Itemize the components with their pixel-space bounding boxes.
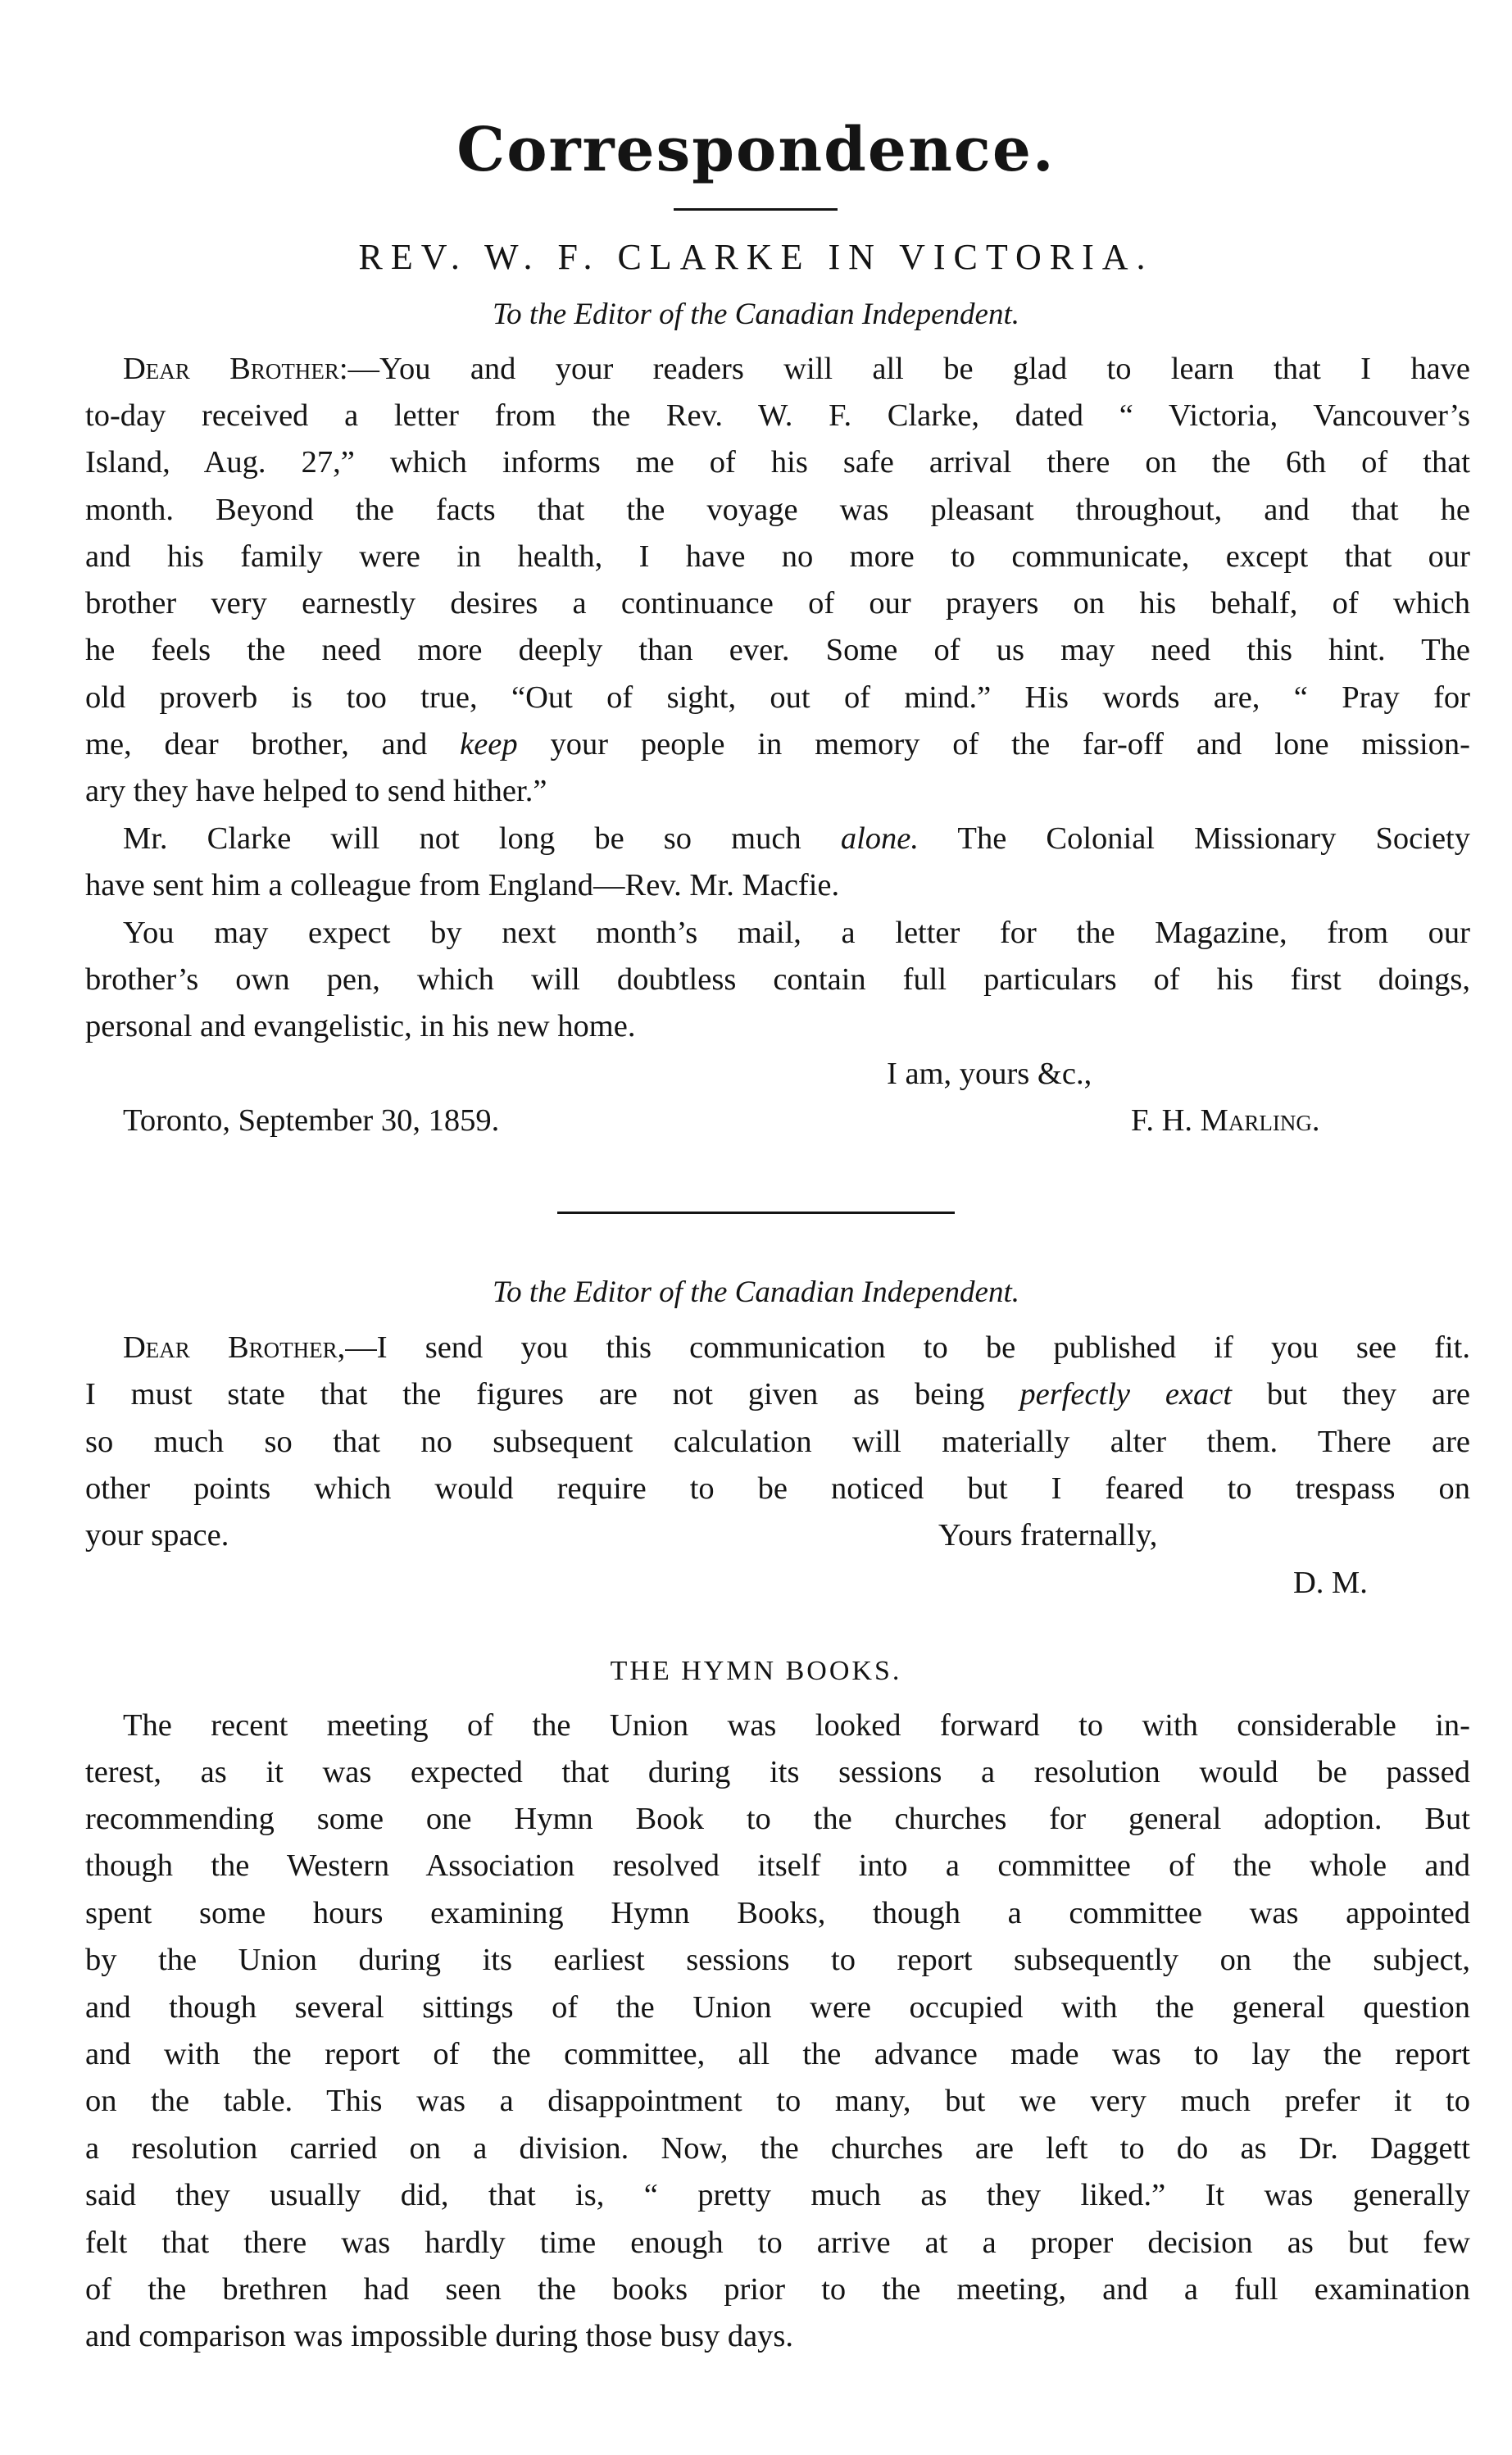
closing: I am, yours &c., xyxy=(887,1057,1092,1091)
paragraph-line: me, dear brother, and keep your people in memory of the far-off and lone mission- xyxy=(85,727,1471,762)
paragraph-line: have sent him a colleague from England—Rev. Mr. Macfie. xyxy=(85,868,840,902)
paragraph-line: I must state that the figures are not given as being perfectly exact but they are xyxy=(85,1377,1471,1412)
paragraph-line: and comparison was impossible during those busy days. xyxy=(85,2319,794,2353)
paragraph-line: month. Beyond the facts that the voyage was pleasant throughout, and that he xyxy=(85,493,1470,527)
emphasis-keep: keep xyxy=(460,727,518,762)
paragraph-line: old proverb is too true, “Out of sight, out of mind.” His words are, “ Pray for xyxy=(85,680,1470,715)
paragraph-line: said they usually did, that is, “ pretty much as they liked.” It was generally xyxy=(85,2178,1470,2212)
paragraph-line: recommending some one Hymn Book to the churches for general adoption. But xyxy=(85,1802,1470,1836)
paragraph-line: terest, as it was expected that during its sessions a resolution would be passed xyxy=(85,1755,1470,1789)
salutation: Dear Brother, xyxy=(123,1330,346,1365)
paragraph-line: Dear Brother,—I send you this communication to be published if you see fit. xyxy=(123,1330,1470,1365)
paragraph-line: Mr. Clarke will not long be so much alone. The Colonial Missionary Society xyxy=(123,821,1470,856)
section-divider xyxy=(557,1212,955,1214)
paragraph-line: and his family were in health, I have no more to communicate, except that our xyxy=(85,539,1470,574)
paragraph-line: Island, Aug. 27,” which informs me of his safe arrival there on the 6th of that xyxy=(85,445,1470,480)
paragraph-line: personal and evangelistic, in his new home. xyxy=(85,1009,636,1043)
paragraph-line: felt that there was hardly time enough to arrive at a proper decision as but few xyxy=(85,2225,1470,2260)
editor-address: To the Editor of the Canadian Independent. xyxy=(492,1275,1019,1309)
signature: F. H. Marling. xyxy=(1131,1103,1320,1138)
place-date: Toronto, September 30, 1859. xyxy=(123,1103,500,1138)
paragraph-line: on the table. This was a disappointment to many, but we very much prefer it to xyxy=(85,2084,1470,2118)
paragraph-line: You may expect by next month’s mail, a letter for the Magazine, from our xyxy=(123,916,1470,950)
editor-address: To the Editor of the Canadian Independent. xyxy=(492,298,1019,331)
letter-title: REV. W. F. CLARKE IN VICTORIA. xyxy=(358,237,1154,277)
article-title: THE HYMN BOOKS. xyxy=(610,1656,902,1686)
emphasis-alone: alone. xyxy=(840,821,919,856)
paragraph-line: though the Western Association resolved itself into a committee of the whole and xyxy=(85,1848,1470,1883)
masthead: Correspondence. xyxy=(456,115,1056,185)
salutation: Dear Brother: xyxy=(123,352,348,386)
paragraph-line: and though several sittings of the Union were occupied with the general question xyxy=(85,1990,1470,2025)
closing: Yours fraternally, xyxy=(938,1518,1158,1553)
paragraph-line: ary they have helped to send hither.” xyxy=(85,774,547,808)
paragraph-line: by the Union during its earliest sessions to report subsequently on the subject, xyxy=(85,1943,1470,1977)
paragraph-line: he feels the need more deeply than ever. Some of us may need this hint. The xyxy=(85,633,1470,667)
paragraph-line: and with the report of the committee, all the advance made was to lay the report xyxy=(85,2037,1470,2071)
paragraph-line: of the brethren had seen the books prior to the meeting, and a full examination xyxy=(85,2272,1470,2307)
paragraph-line: brother’s own pen, which will doubtless contain full particulars of his first doings, xyxy=(85,962,1470,997)
paragraph-line: a resolution carried on a division. Now, the churches are left to do as Dr. Daggett xyxy=(85,2131,1470,2166)
paragraph-line: to-day received a letter from the Rev. W. F. Clarke, dated “ Victoria, Vancouver’s xyxy=(85,398,1470,433)
paragraph-line: so much so that no subsequent calculation will materially alter them. There are xyxy=(85,1425,1470,1459)
masthead-rule xyxy=(674,208,838,211)
paragraph-line: brother very earnestly desires a continuance of our prayers on his behalf, of which xyxy=(85,586,1470,621)
emphasis-perfectly-exact: perfectly exact xyxy=(1019,1377,1233,1412)
paragraph-line: spent some hours examining Hymn Books, though a committee was appointed xyxy=(85,1896,1470,1930)
paragraph-line: your space. xyxy=(85,1518,229,1553)
paragraph-line: Dear Brother:—You and your readers will all be glad to learn that I have xyxy=(123,352,1470,386)
paragraph-line: other points which would require to be noticed but I feared to trespass on xyxy=(85,1471,1470,1506)
signature: D. M. xyxy=(1293,1566,1368,1600)
paragraph-line: The recent meeting of the Union was looked forward to with considerable in- xyxy=(123,1708,1470,1743)
